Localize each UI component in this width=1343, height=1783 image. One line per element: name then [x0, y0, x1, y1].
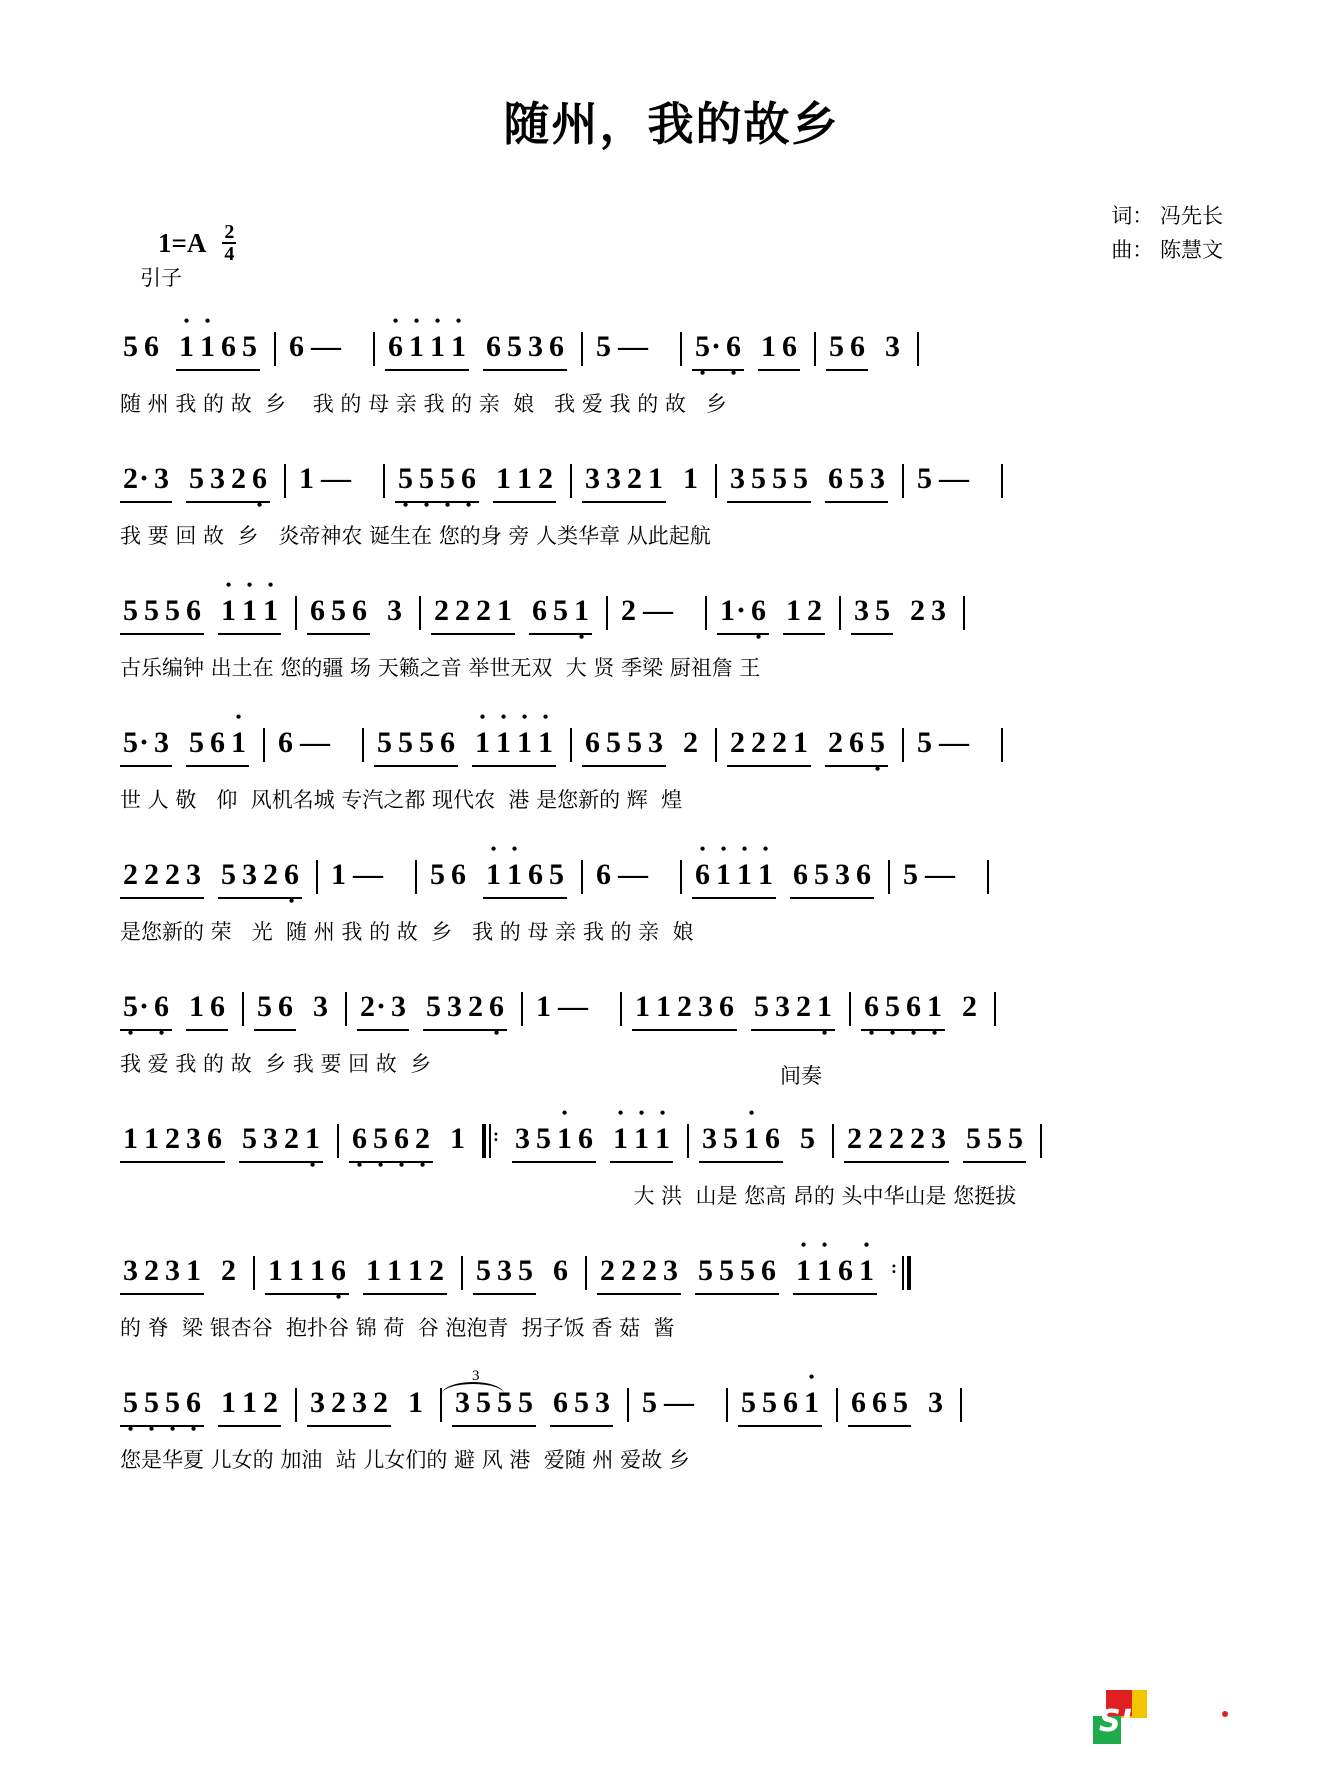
notation-row-6: 5 •· 6 • 1 6 5 6 3 2· 3 5 3 2 6 • 1 — 1 1 2 3 6 5 3 2 1 • 6 • 5 • 6 • 1 • 2	[120, 990, 1230, 1040]
lyrics-row-5: 是您新的 荣 光 随 州 我 的 故 乡 我 的 母 亲 我 的 亲 娘	[120, 920, 694, 944]
marker-intro: 引子	[140, 266, 182, 290]
music-system-7	[120, 1122, 1230, 1210]
notation-row-8: 3 2 3 1 2 1 1 1 6 • 1 1 1 2 5 3 5 6 2 2 2 3 5 5 5 6 • 1 • 1 6 • 1 :	[120, 1254, 1230, 1304]
publisher-logo	[1093, 1690, 1155, 1748]
marker-interlude: 间奏	[780, 1064, 822, 1088]
music-system-1	[120, 330, 1230, 418]
notation-row-2: 2· 3 5 3 2 6 • 1 — 5 • 5 • 5 • 6 • 1 1 2 3 3 2 1 1 3 5 5 5 6 5 3 5 —	[120, 462, 1230, 512]
notation-row-7: 1 1 2 3 6 5 3 2 1 • 6 • 5 • 6 • 2 • 1 : 3 5 • 1 6 • 1 • 1 • 1 3 5 • 1 6 5 2 2 2 2 3 5 5 5	[120, 1122, 1230, 1172]
repeat-start-barline: :	[482, 1124, 502, 1158]
music-system-4	[120, 726, 1230, 814]
credits	[1111, 200, 1223, 267]
key-signature-block	[158, 222, 236, 264]
notation-row-1: 5 6 • 1 • 1 6 5 6 — • 6 • 1 • 1 • 1 6 5 3 6 5 — 5 •· 6 • 1 6 5 6 3	[120, 330, 1230, 380]
page-title: 随州，我的故乡	[503, 97, 840, 151]
music-system-8	[120, 1254, 1230, 1342]
composer-credit: 曲： 陈慧文	[1111, 237, 1223, 262]
lyrics-row-2: 我 要 回 故 乡 炎帝神农 诞生在 您的身 旁 人类华章 从此起航	[120, 524, 711, 548]
music-system-5	[120, 858, 1230, 946]
notation-row-9: 5 • 5 • 5 • 6 • 1 1 2 3 2 3 2 1 3 5 5 5 6 5 3 5 — 5 5 6 • 1 6 6 5 3	[120, 1386, 1230, 1436]
time-signature-numerator: 2	[224, 221, 235, 243]
lyrics-row-1: 随 州 我 的 故 乡 我 的 母 亲 我 的 亲 娘 我 爱 我 的 故 乡	[120, 392, 727, 416]
music-system-6	[120, 990, 1230, 1078]
notation-row-3: 5 5 5 6 • 1 • 1 • 1 6 5 6 3 2 2 2 1 6 5 1 • 2 — 1· 6 • 1 2 3 5 2 3	[120, 594, 1230, 644]
lyrics-row-6: 我 爱 我 的 故 乡 我 要 回 故 乡	[120, 1052, 432, 1076]
time-signature	[222, 222, 236, 264]
corner-red-dot	[1222, 1711, 1228, 1717]
notation-row-5: 2 2 2 3 5 3 2 6 • 1 — 5 6 • 1 • 1 6 5 6 — • 6 • 1 • 1 • 1 6 5 3 6 5 —	[120, 858, 1230, 908]
music-system-2	[120, 462, 1230, 550]
lyrics-row-8: 的 脊 梁 银杏谷 抱扑谷 锦 荷 谷 泡泡青 拐子饭 香 菇 酱	[120, 1316, 675, 1340]
music-system-9	[120, 1368, 1230, 1474]
lyrics-row-7: 大 洪 山是 您高 昂的 头中华山是 您挺拔	[500, 1184, 1017, 1208]
lyrics-row-9: 您是华夏 儿女的 加油 站 儿女们的 避 风 港 爱随 州 爱故 乡	[120, 1448, 690, 1472]
repeat-end-barline: :	[891, 1256, 911, 1290]
logo-text: SL	[1099, 1704, 1140, 1739]
lyrics-row-3: 古乐编钟 出土在 您的疆 场 天籁之音 举世无双 大 贤 季梁 厨祖詹 王	[120, 656, 761, 680]
notation-row-4: 5· 3 5 6 • 1 6 — 5 5 5 6 • 1 • 1 • 1 • 1 6 5 5 3 2 2 2 2 1 2 6 5 • 5 —	[120, 726, 1230, 776]
lyrics-row-4: 世 人 敬 仰 风机名城 专汽之都 现代农 港 是您新的 辉 煌	[120, 788, 683, 812]
time-signature-denominator: 4	[224, 243, 235, 265]
triplet-number: 3	[472, 1368, 480, 1384]
key-signature: 1=A	[158, 227, 207, 258]
lyricist-credit: 词： 冯先长	[1111, 204, 1223, 228]
music-system-3	[120, 594, 1230, 682]
